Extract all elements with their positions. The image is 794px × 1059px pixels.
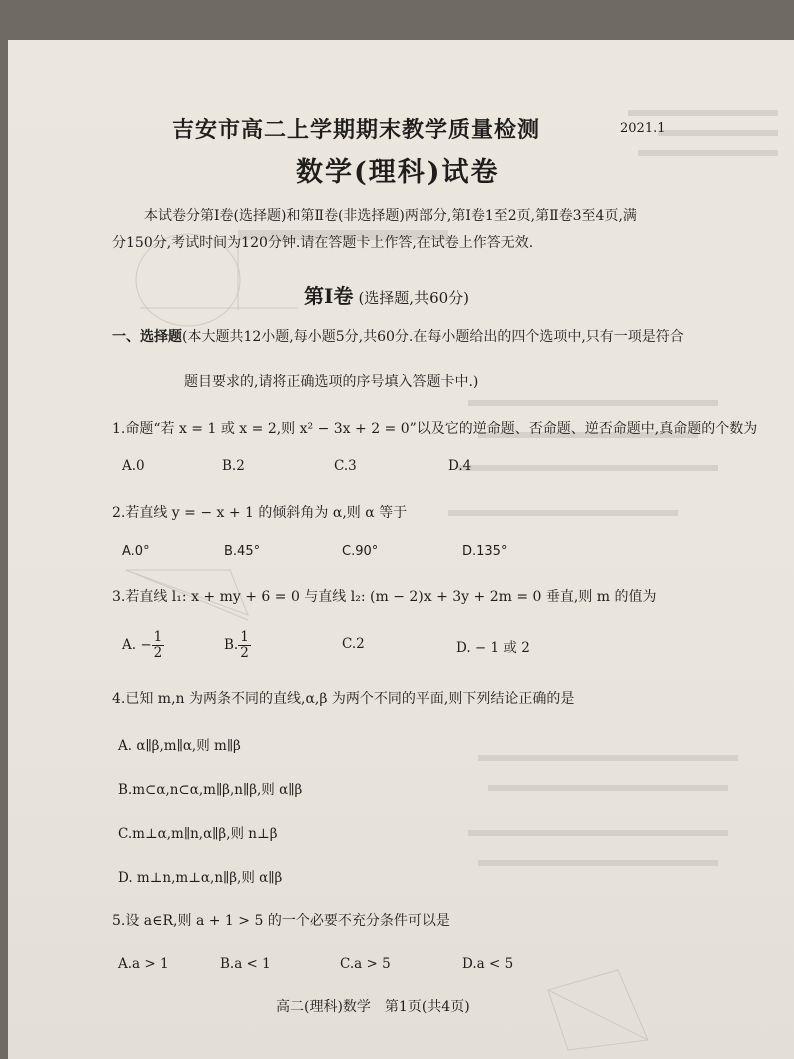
intro-line-1: 本试卷分第Ⅰ卷(选择题)和第Ⅱ卷(非选择题)两部分,第Ⅰ卷1至2页,第Ⅱ卷3至4页,满 — [144, 208, 637, 224]
question-5-stem: 5.设 a∈R,则 a + 1 > 5 的一个必要不充分条件可以是 — [112, 913, 450, 929]
section-desc-1: (本大题共12小题,每小题5分,共60分.在每小题给出的四个选项中,只有一项是符合 — [182, 329, 684, 345]
q1-option-b: B.2 — [222, 458, 245, 474]
section-description-1 — [112, 326, 684, 346]
q5-option-b: B.a < 1 — [220, 956, 271, 972]
part-title: 第Ⅰ卷 — [304, 284, 354, 308]
question-2-stem: 2.若直线 y = − x + 1 的倾斜角为 α,则 α 等于 — [112, 505, 408, 521]
q4-option-b: B.m⊂α,n⊂α,m∥β,n∥β,则 α∥β — [118, 782, 303, 798]
q1-option-c: C.3 — [334, 458, 357, 474]
exam-title: 吉安市高二上学期期末教学质量检测 — [172, 117, 541, 143]
q1-option-a: A.0 — [122, 458, 145, 474]
q1-option-d: D.4 — [448, 458, 472, 474]
section-heading: 一、选择题 — [112, 329, 182, 345]
q2-option-a: A.0° — [122, 544, 150, 559]
q4-option-a: A. α∥β,m∥α,则 m∥β — [118, 738, 241, 754]
question-3-stem: 3.若直线 l₁: x + my + 6 = 0 与直线 l₂: (m − 2)x + 3y + 2m = 0 垂直,则 m 的值为 — [112, 589, 657, 605]
intro-line-2: 分150分,考试时间为120分钟.请在答题卡上作答,在试卷上作答无效. — [112, 235, 534, 251]
q2-option-d: D.135° — [462, 544, 508, 559]
page-footer: 高二(理科)数学 第1页(共4页) — [276, 999, 470, 1015]
exam-date: 2021.1 — [620, 121, 666, 136]
q5-option-a: A.a > 1 — [118, 956, 169, 972]
exam-sheet — [8, 40, 794, 1059]
q3-option-a: A. − $\frac{1}{2}$ — [122, 629, 163, 661]
q5-option-d: D.a < 5 — [462, 956, 514, 972]
q4-option-c: C.m⊥α,m∥n,α∥β,则 n⊥β — [118, 826, 278, 842]
q4-option-d: D. m⊥n,m⊥α,n∥β,则 α∥β — [118, 870, 283, 886]
q2-option-c: C.90° — [342, 544, 379, 559]
q3-option-c: C.2 — [342, 636, 365, 652]
section-desc-2: 题目要求的,请将正确选项的序号填入答题卡中.) — [184, 374, 479, 390]
q5-option-c: C.a > 5 — [340, 956, 391, 972]
part-heading — [304, 280, 469, 309]
q3-option-d: D. − 1 或 2 — [456, 640, 530, 656]
question-1-stem: 1.命题“若 x = 1 或 x = 2,则 x² − 3x + 2 = 0”以及它的逆命题、否命题、逆否命题中,真命题的个数为 — [112, 421, 758, 437]
q3-option-b: B. $\frac{1}{2}$ — [224, 629, 249, 661]
question-4-stem: 4.已知 m,n 为两条不同的直线,α,β 为两个不同的平面,则下列结论正确的是 — [112, 691, 575, 707]
exam-subtitle: 数学(理科)试卷 — [296, 157, 500, 188]
part-subtitle: (选择题,共60分) — [358, 289, 470, 307]
q2-option-b: B.45° — [224, 544, 261, 559]
